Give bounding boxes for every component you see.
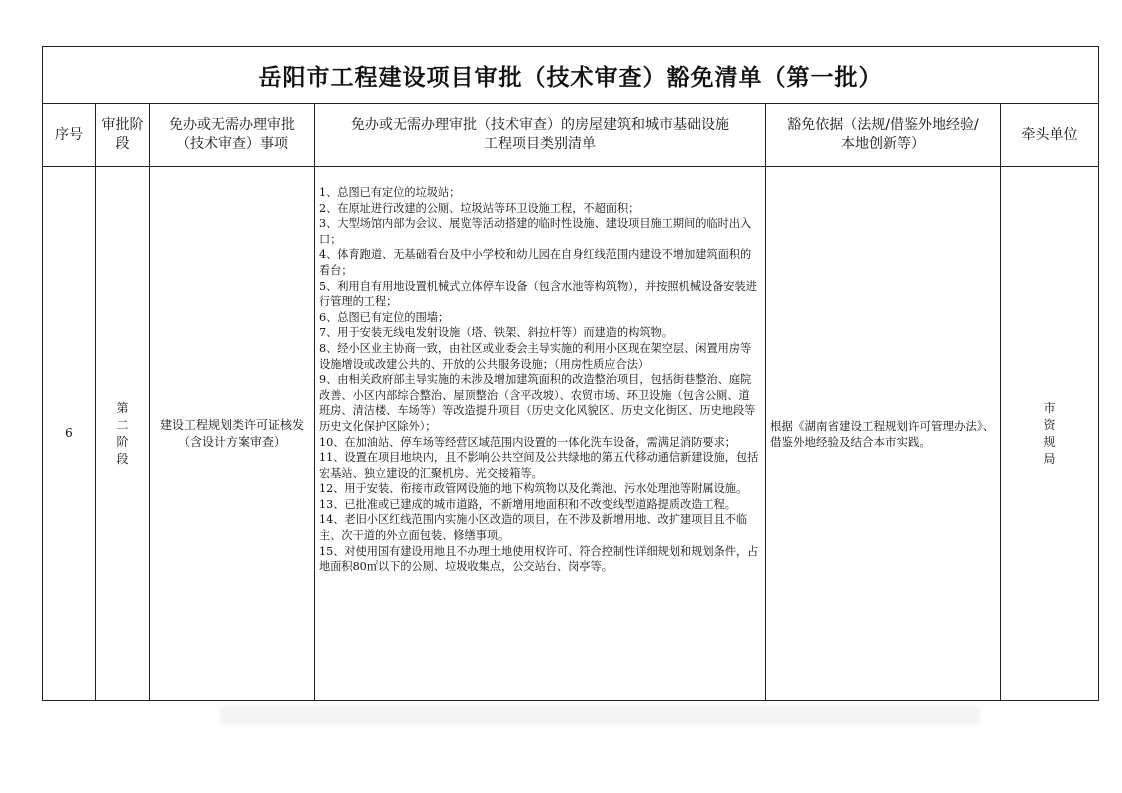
header-category-line-2: 工程项目类别清单 <box>484 136 596 152</box>
row-matter: 建设工程规划类许可证核发（含设计方案审查） <box>150 167 315 701</box>
list-item: 13、已批准或已建成的城市道路，不新增用地面积和不改变线型道路提质改造工程。 <box>319 497 736 511</box>
table-row <box>43 167 1099 701</box>
header-category-line-1: 免办或无需办理审批（技术审查）的房屋建筑和城市基础设施 <box>351 117 729 133</box>
row-seq: 6 <box>43 167 96 701</box>
row-dept-char: 资 <box>1043 417 1056 432</box>
row-items <box>315 167 766 701</box>
header-basis-line-2: 本地创新等） <box>841 136 925 152</box>
bleed-through-shadow <box>220 705 980 725</box>
list-item: 10、在加油站、停车场等经营区域范围内设置的一体化洗车设备，需满足消防要求； <box>319 435 736 449</box>
list-item: 9、由相关政府部主导实施的未涉及增加建筑面积的改造整治项目，包括街巷整治、庭院改善、小区内部综合整治、屋顶整治（含平改坡）、农贸市场、环卫设施（包含公厕、道班房、清洁楼、车场等）等改造提升项目（历史文化风貌区、历史文化街区、历史地段等历史文化保护区除外）； <box>319 373 756 433</box>
row-dept-char: 规 <box>1043 434 1056 449</box>
row-basis: 根据《湖南省建设工程规划许可管理办法》、借鉴外地经验及结合本市实践。 <box>766 167 1001 701</box>
list-item: 14、老旧小区红线范围内实施小区改造的项目，在不涉及新增用地、改扩建项目且不临主、次干道的外立面包装、修缮事项。 <box>319 513 748 543</box>
list-item: 6、总图已有定位的围墙； <box>319 310 450 324</box>
header-matter <box>150 104 315 167</box>
row-dept-char: 市 <box>1043 400 1056 415</box>
row-dept-char: 局 <box>1043 451 1056 466</box>
header-category <box>315 104 766 167</box>
header-stage-line-1: 审批阶 <box>101 117 144 133</box>
header-basis-line-1: 豁免依据（法规/借鉴外地经验/ <box>787 117 979 133</box>
exemption-list-table <box>42 46 1099 701</box>
list-item: 5、利用自有用地设置机械式立体停车设备（包含水池等构筑物），并按照机械设备安装进行管理的工程； <box>319 279 757 309</box>
list-item: 8、经小区业主协商一致，由社区或业委会主导实施的利用小区现在架空层、闲置用房等设施增设或改建公共的、开放的公共服务设施；（用房性质应合法） <box>319 341 752 371</box>
list-item: 3、大型场馆内部为会议、展览等活动搭建的临时性设施、建设项目施工期间的临时出入口； <box>319 217 752 246</box>
row-stage-char: 第 <box>116 400 129 415</box>
header-stage-line-2: 段 <box>115 136 130 152</box>
list-item: 1、总图已有定位的垃圾站； <box>319 186 461 199</box>
row-dept <box>1001 167 1099 701</box>
header-stage <box>96 104 150 167</box>
list-item: 2、在原址进行改建的公厕、垃圾站等环卫设施工程，不超面积； <box>319 201 640 215</box>
header-matter-line-1: 免办或无需办理审批 <box>169 117 295 133</box>
header-seq: 序号 <box>43 104 96 167</box>
list-item: 11、设置在项目地块内，且不影响公共空间及公共绿地的第五代移动通信新建设施，包括宏基站、独立建设的汇聚机房、光交接箱等。 <box>319 451 759 480</box>
document-title: 岳阳市工程建设项目审批（技术审查）豁免清单（第一批） <box>43 47 1099 104</box>
list-item: 12、用于安装、衔接市政管网设施的地下构筑物以及化粪池、污水处理池等附属设施。 <box>319 482 748 496</box>
header-matter-line-2: （技术审查）事项 <box>176 136 288 152</box>
list-item: 4、体育跑道、无基础看台及中小学校和幼儿园在自身红线范围内建设不增加建筑面积的看台； <box>319 248 752 277</box>
header-dept: 牵头单位 <box>1001 104 1099 167</box>
row-stage-char: 阶 <box>116 434 129 449</box>
list-item: 15、对使用国有建设用地且不办理土地使用权许可、符合控制性详细规划和规划条件，占地面积80㎡以下的公厕、垃圾收集点，公交站台、岗亭等。 <box>319 544 759 574</box>
row-stage <box>96 167 150 701</box>
header-basis <box>766 104 1001 167</box>
exemption-list-table-wrapper <box>42 46 1098 701</box>
header-row <box>43 104 1099 167</box>
row-stage-char: 二 <box>116 417 129 432</box>
row-stage-char: 段 <box>116 451 129 466</box>
list-item: 7、用于安装无线电发射设施（塔、铁架、斜拉杆等）而建造的构筑物。 <box>319 326 673 340</box>
